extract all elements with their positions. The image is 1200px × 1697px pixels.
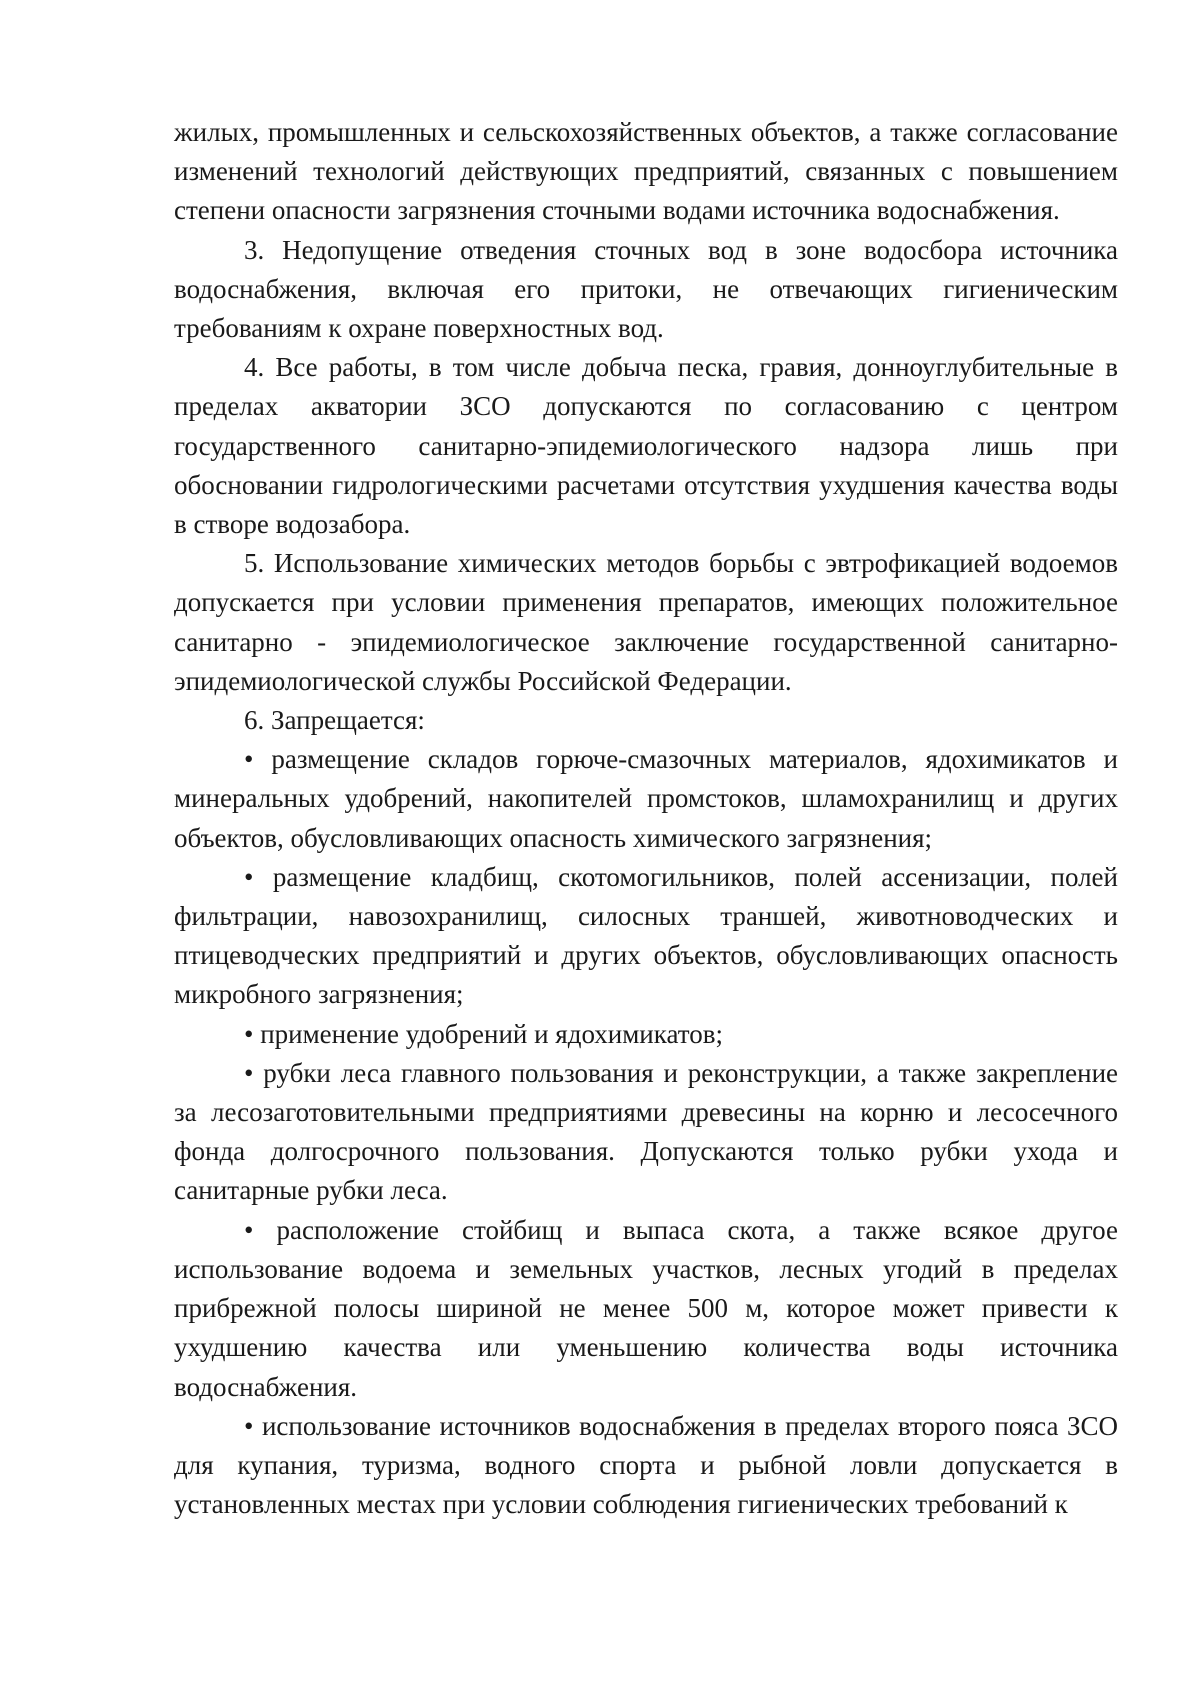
bullet-item: • применение удобрений и ядохимикатов; [244,1018,723,1049]
paragraph-item-5: 5. Использование химических методов борьбы с эвтрофикацией водоемов допускается при условии применения препаратов, имеющих положительное санитарно - эпидемиологическое заключение государственной санитарно-эпидемиологической службы Российской Федерации. [174,548,1118,696]
bullet-item: • размещение кладбищ, скотомогильников, полей ассенизации, полей фильтрации, навозохранилищ, силосных траншей, животноводческих и птицеводческих предприятий и других объектов, обусловливающих опасность микробного загрязнения; [174,861,1118,1010]
bullet-item: • рубки леса главного пользования и реконструкции, а также закрепление за лесозаготовительными предприятиями древесины на корню и лесосечного фонда долгосрочного пользования. Допускаются только рубки ухода и санитарные рубки леса. [174,1057,1118,1206]
paragraph-continuation: жилых, промышленных и сельскохозяйственных объектов, а также согласование изменений технологий действующих предприятий, связанных с повышением степени опасности загрязнения сточными водами источника водоснабжения. [174,117,1118,226]
paragraph-item-6-heading: 6. Запрещается: [244,705,425,736]
document-body [174,113,1118,1524]
paragraph-item-4: 4. Все работы, в том числе добыча песка, гравия, донноуглубительные в пределах акватории ЗСО допускаются по согласованию с центром государственного санитарно-эпидемиологического надзора лишь при обосновании гидрологическими расчетами отсутствия ухудшения качества воды в створе водозабора. [174,352,1118,540]
paragraph-item-3: 3. Недопущение отведения сточных вод в зоне водосбора источника водоснабжения, включая его притоки, не отвечающих гигиеническим требованиям к охране поверхностных вод. [174,234,1118,344]
bullet-item: • использование источников водоснабжения в пределах второго пояса ЗСО для купания, туризма, водного спорта и рыбной ловли допускается в установленных местах при условии соблюдения гигиенических требований к [174,1410,1118,1520]
bullet-item: • размещение складов горюче-смазочных материалов, ядохимикатов и минеральных удобрений, накопителей промстоков, шламохранилищ и других объектов, обусловливающих опасность химического загрязнения; [174,744,1118,853]
bullet-item: • расположение стойбищ и выпаса скота, а также всякое другое использование водоема и земельных участков, лесных угодий в пределах прибрежной полосы шириной не менее 500 м, которое может привести к ухудшению качества или уменьшению количества воды источника водоснабжения. [174,1214,1118,1402]
